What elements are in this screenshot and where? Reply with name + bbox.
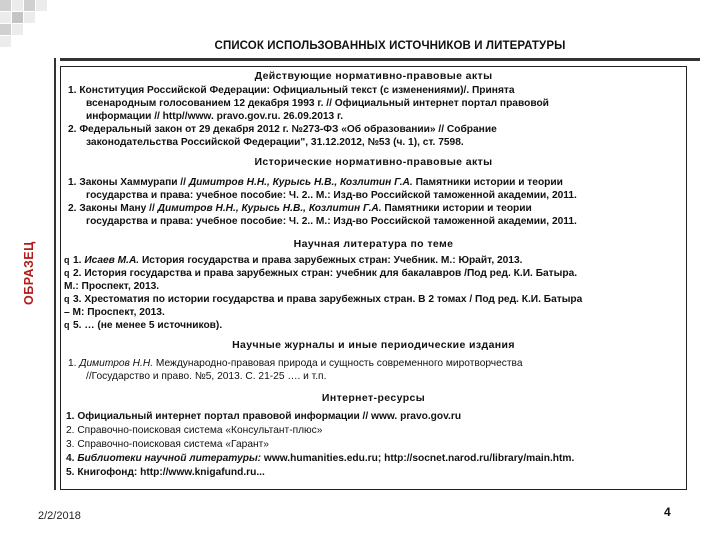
item-author: Димитров Н.Н. [79,358,154,369]
scientific-item [64,254,522,267]
item-prefix: 2. Законы Ману // [68,203,158,214]
item-author: Исаев М.А. [84,255,140,266]
corner-decoration [0,0,60,44]
section-heading-legal-acts: Действующие нормативно-правовые акты [254,70,493,82]
item-rest: История государства и права зарубежных стран: Учебник. М.: Юрайт, 2013. [139,255,523,266]
scientific-item [64,267,577,280]
historical-act-line [68,176,563,189]
legal-act-line: законодательства Российской Федерации", 31.12.2012, №53 (ч. 1), ст. 7598. [86,137,464,148]
internet-resource: 1. Официальный интернет портал правовой информации // www. pravo.gov.ru [66,411,462,422]
legal-act-line: 1. Конституция Российской Федерации: Официальный текст (с изменениями)/. Принята [68,85,515,96]
item-authors: Димитров Н.Н., Курысь Н.В., Козлитин Г.А. [188,177,413,188]
corner-square [36,0,47,11]
section-heading-internet: Интернет-ресурсы [321,392,426,404]
corner-square [12,24,23,35]
historical-act-line: государства и права: учебное пособие: Ч. 2.. М.: Изд-во Российской таможенной академии, 2011. [86,190,577,201]
item-number: 1. [73,255,85,266]
left-divider [54,58,56,490]
checkbox-bullet-icon: q [64,320,70,330]
corner-square [12,12,23,23]
title-divider [60,58,700,61]
journal-item [68,357,523,370]
slide-date: 2/2/2018 [38,510,81,522]
item-text: 5. … (не менее 5 источников). [73,320,223,331]
legal-act-line: информации // http//www. pravo.gov.ru. 26.09.2013 г. [86,111,344,122]
scientific-item [64,319,222,332]
corner-square [24,0,35,11]
corner-square [0,0,11,11]
item-authors: Димитров Н.Н., Курысь Н.В., Козлитин Г.А. [157,203,382,214]
section-heading-historical-acts: Исторические нормативно-правовые акты [254,156,493,168]
item-prefix: 4. [66,453,78,464]
internet-resource [66,452,574,465]
corner-square [0,12,11,23]
internet-resource: 3. Справочно-поисковая система «Гарант» [66,439,269,450]
slide-title: СПИСОК ИСПОЛЬЗОВАННЫХ ИСТОЧНИКОВ И ЛИТЕРАТУРЫ [214,40,566,52]
corner-square [0,36,11,47]
item-prefix: 1. [68,358,80,369]
legal-act-line: 2. Федеральный закон от 29 декабря 2012 г. №273-ФЗ «Об образовании» // Собрание [68,124,497,135]
checkbox-bullet-icon: q [64,294,70,304]
item-text: 2. История государства и права зарубежных стран: учебник для бакалавров /Под ред. К.И. Батыра. [73,268,578,279]
corner-square [0,24,11,35]
journal-item-cont: //Государство и право. №5, 2013. С. 21-25 …. и т.п. [86,371,327,382]
item-text: 3. Хрестоматия по истории государства и права зарубежных стран. В 2 томах / Под ред. К.И. Батыра [73,294,583,305]
section-heading-scientific: Научная литература по теме [293,238,454,250]
scientific-item-cont: – М: Проспект, 2013. [64,307,165,318]
internet-resource: 5. Книгофонд: http://www.knigafund.ru... [66,467,265,478]
corner-square [24,12,35,23]
item-rest: www.humanities.edu.ru; http://socnet.narod.ru/library/main.htm. [261,453,575,464]
scientific-item [64,293,582,306]
item-rest: Памятники истории и теории [412,177,563,188]
scientific-item-cont: М.: Проспект, 2013. [64,281,160,292]
item-rest: Памятники истории и теории [381,203,532,214]
checkbox-bullet-icon: q [64,268,70,278]
item-prefix: 1. Законы Хаммурапи // [68,177,189,188]
section-heading-journals: Научные журналы и иные периодические издания [232,339,515,351]
item-rest: Международно-правовая природа и сущность современного миротворчества [153,358,523,369]
page-number: 4 [664,505,671,519]
internet-resource: 2. Справочно-поисковая система «Консультант-плюс» [66,425,323,436]
corner-square [12,0,23,11]
historical-act-line: государства и права: учебное пособие: Ч. 2.. М.: Изд-во Российской таможенной академии, 2011. [86,216,577,227]
legal-act-line: всенародным голосованием 12 декабря 1993 г. // Официальный интернет портал правовой [86,98,549,109]
item-italic: Библиотеки научной литературы: [77,453,262,464]
side-label: ОБРАЗЕЦ [22,241,36,305]
historical-act-line [68,202,532,215]
checkbox-bullet-icon: q [64,255,70,265]
